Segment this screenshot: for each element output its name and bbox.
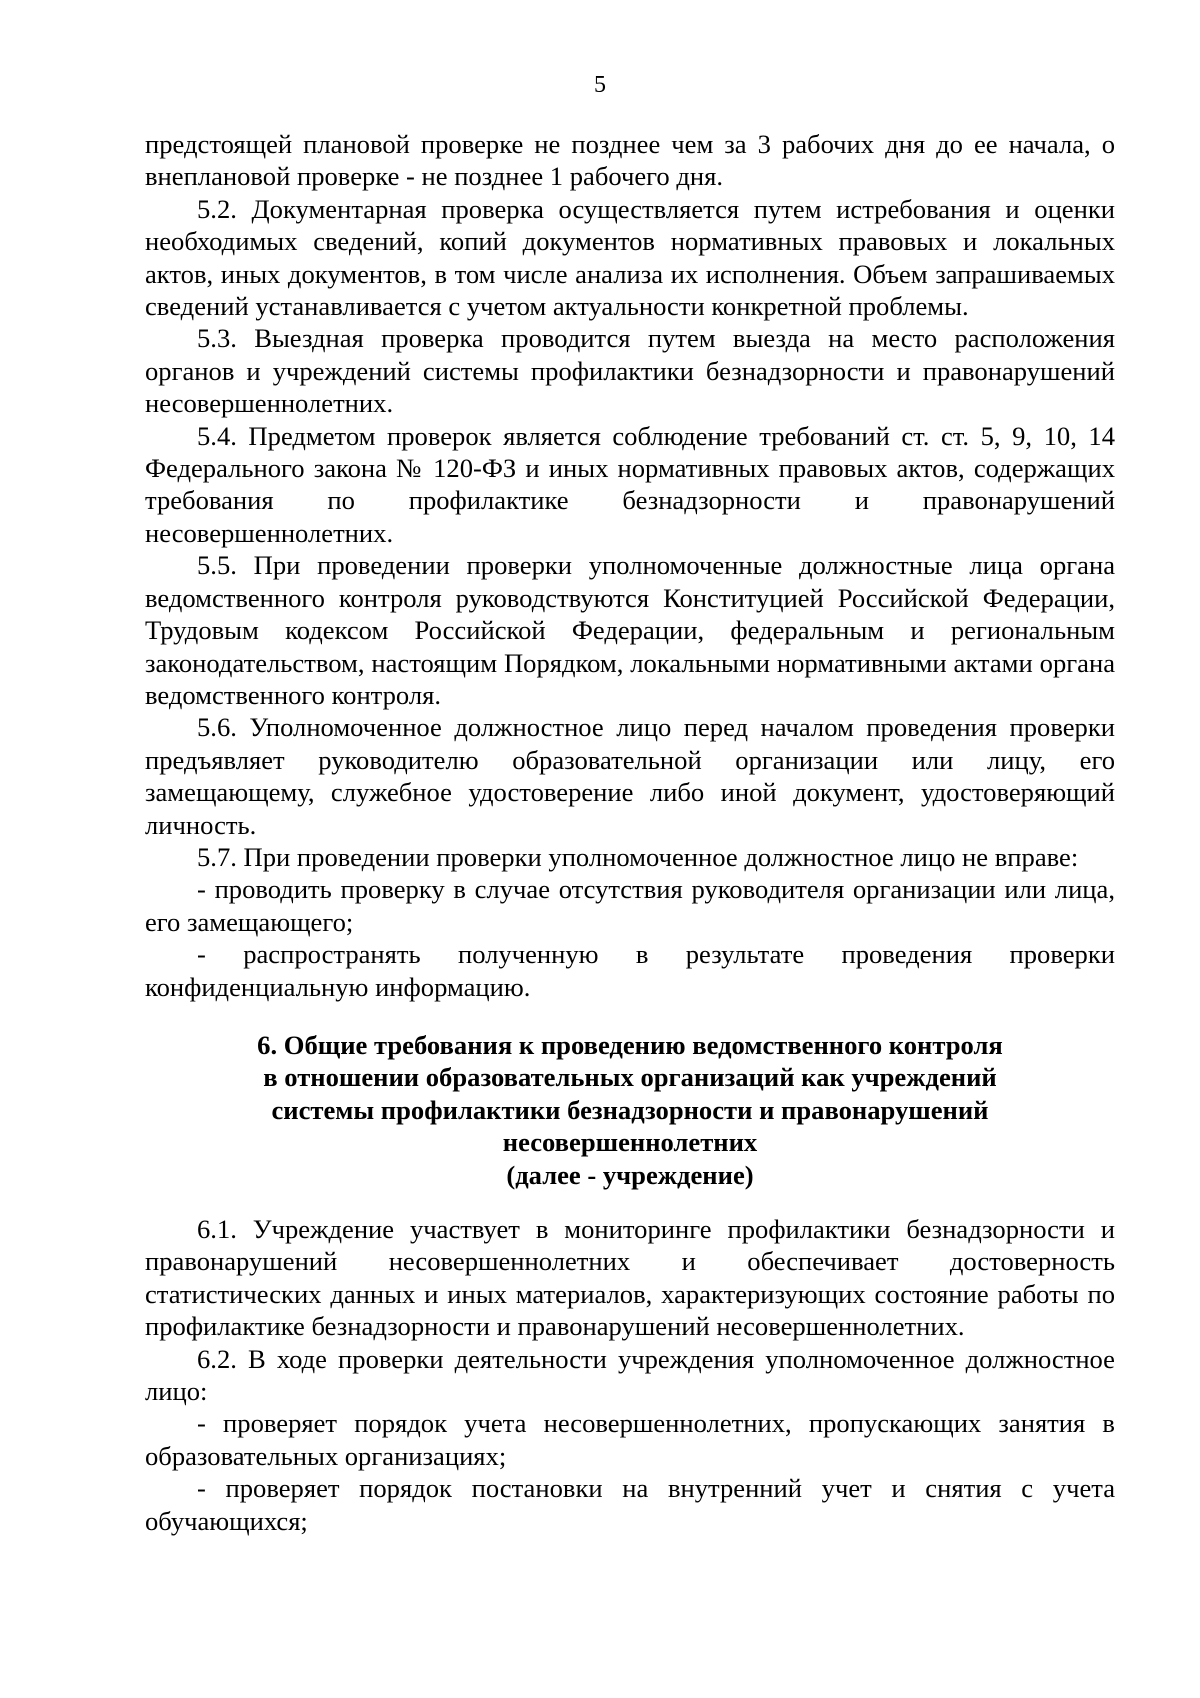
list-item: - распространять полученную в результате проведения проверки конфиденциальную информацию. [145,939,1115,1002]
section-6-heading [145,1029,1115,1191]
paragraph-5-5: 5.5. При проведении проверки уполномоченные должностные лица органа ведомственного контроля руководствуются Конституцией Российской Федерации, Трудовым кодексом Российской Федерации, федеральным и региональным законодательством, настоящим Порядком, локальными нормативными актами органа ведомственного контроля. [145,550,1115,710]
paragraph-6-2: 6.2. В ходе проверки деятельности учреждения уполномоченное должностное лицо: [145,1343,1115,1407]
paragraph-6-1: 6.1. Учреждение участвует в мониторинге профилактики безнадзорности и правонарушений несовершеннолетних и обеспечивает достоверность статистических данных и иных материалов, характеризующих состояние работы по профилактике безнадзорности и правонарушений несовершеннолетних. [145,1214,1115,1342]
list-item: - проверяет порядок учета несовершеннолетних, пропускающих занятия в образовательных организациях; [145,1408,1115,1471]
section-5-body [145,128,1115,1003]
heading-line: несовершеннолетних [502,1127,758,1158]
list-item: - проверяет порядок постановки на внутренний учет и снятия с учета обучающихся; [145,1473,1115,1536]
paragraph-5-6: 5.6. Уполномоченное должностное лицо перед началом проведения проверки предъявляет руководителю образовательной организации или лицу, его замещающему, служебное удостоверение либо иной документ, удостоверяющий личность. [145,712,1115,840]
paragraph-5-2: 5.2. Документарная проверка осуществляется путем истребования и оценки необходимых сведений, копий документов нормативных правовых и локальных актов, иных документов, в том числе анализа их исполнения. Объем запрашиваемых сведений устанавливается с учетом актуальности конкретной проблемы. [145,193,1115,322]
document-body [145,128,1115,1537]
paragraph-5-4: 5.4. Предметом проверок является соблюдение требований ст. ст. 5, 9, 10, 14 Федерального закона № 120-ФЗ и иных нормативных правовых актов, содержащих требования по профилактике безнадзорности и правонарушений несовершеннолетних. [145,420,1115,548]
section-6-body [145,1213,1115,1537]
page-number: 5 [594,72,606,98]
heading-line: 6. Общие требования к проведению ведомственного контроля [257,1029,1003,1060]
heading-line: (далее - учреждение) [506,1159,754,1190]
list-item: - проводить проверку в случае отсутствия руководителя организации или лица, его замещающего; [145,874,1115,937]
paragraph-continuation: предстоящей плановой проверке не позднее чем за 3 рабочих дня до ее начала, о внеплановой проверке - не позднее 1 рабочего дня. [145,129,1115,192]
paragraph-5-7: 5.7. При проведении проверки уполномоченное должностное лицо не вправе: [197,841,1079,872]
heading-line: в отношении образовательных организаций как учреждений [263,1062,997,1093]
heading-line: системы профилактики безнадзорности и правонарушений [271,1094,989,1125]
paragraph-5-3: 5.3. Выездная проверка проводится путем выезда на место расположения органов и учреждений системы профилактики безнадзорности и правонарушений несовершеннолетних. [145,323,1115,419]
